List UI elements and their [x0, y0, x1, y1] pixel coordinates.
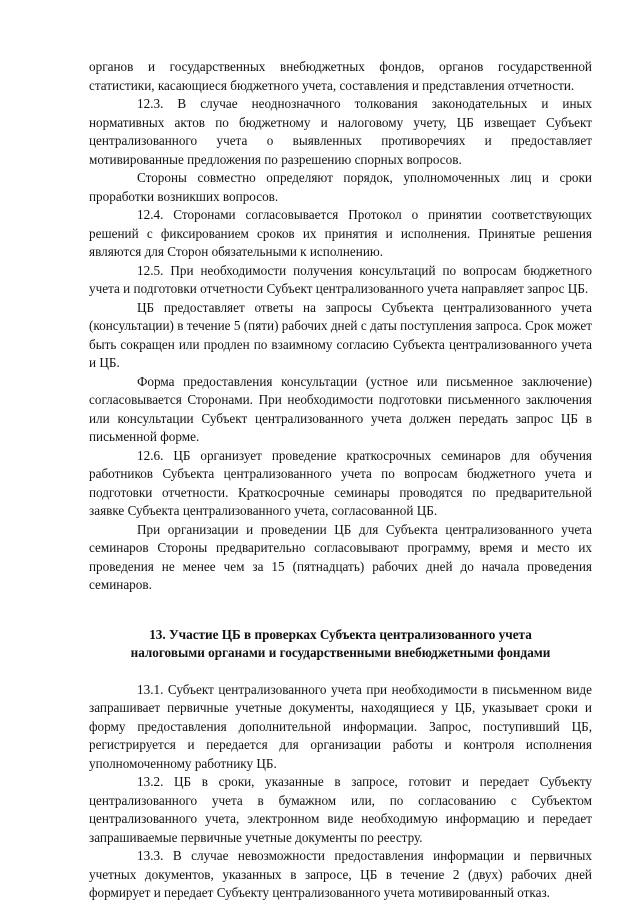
paragraph-12-3-parties: Стороны совместно определяют порядок, уполномоченных лиц и сроки проработки возникших вопросов.	[89, 170, 592, 204]
section-13-heading	[89, 626, 592, 663]
paragraph-12-6-seminars: При организации и проведении ЦБ для Субъекта централизованного учета семинаров Стороны предварительно согласовывают программу, время и место их проведения не менее чем за 15 (пятнадцать) рабочих дней до начала проведения семинаров.	[89, 521, 592, 592]
paragraph-12-5-form: Форма предоставления консультации (устное или письменное заключение) согласовывается Сторонами. При необходимости подготовки письменного заключения или консультации Субъект централизованного учета должен передать запрос ЦБ в письменной форме.	[89, 373, 592, 444]
section-13-heading-line2: налоговыми органами и государственными внебюджетными фондами	[130, 645, 551, 660]
paragraph-13-2: 13.2. ЦБ в сроки, указанные в запросе, готовит и передает Субъекту централизованного учета в бумажном или, по согласованию с Субъектом централизованного учета, электронном виде необходимую информацию и передает запрашиваемые первичные учетные документы по реестру.	[89, 774, 592, 845]
paragraph-12-4: 12.4. Сторонами согласовывается Протокол о принятии соответствующих решений с фиксированием сроков их принятия и исполнения. Принятые решения являются для Сторон обязательными к исполнению.	[89, 207, 592, 259]
paragraph-12-6: 12.6. ЦБ организует проведение краткосрочных семинаров для обучения работников Субъекта централизованного учета по вопросам бюджетного учета и подготовки отчетности. Краткосрочные семинары проводятся по предварительной заявке Субъекта централизованного учета, согласованной ЦБ.	[89, 447, 592, 518]
section-13-heading-line1: 13. Участие ЦБ в проверках Субъекта централизованного учета	[149, 626, 532, 642]
paragraph-12-5: 12.5. При необходимости получения консультаций по вопросам бюджетного учета и подготовки отчетности Субъект централизованного учета направляет запрос ЦБ.	[89, 262, 592, 296]
paragraph-continuation: органов и государственных внебюджетных фондов, органов государственной статистики, касающиеся бюджетного учета, составления и представления отчетности.	[89, 59, 592, 93]
paragraph-13-1: 13.1. Субъект централизованного учета при необходимости в письменном виде запрашивает первичные учетные документы, находящиеся у ЦБ, указывает сроки и форму предоставления дополнительной информации. Запрос, поступивший ЦБ, регистрируется и передается для организации работы и контроля исполнения уполномоченному работнику ЦБ.	[89, 681, 592, 771]
paragraph-13-3: 13.3. В случае невозможности предоставления информации и первичных учетных документов, указанных в запросе, ЦБ в течение 2 (двух) рабочих дней формирует и передает Субъекту централизованного учета мотивированный отказ.	[89, 848, 592, 900]
paragraph-12-3: 12.3. В случае неоднозначного толкования законодательных и иных нормативных актов по бюджетному и налоговому учету, ЦБ извещает Субъект централизованного учета о выявленных противоречиях и предоставляет мотивированные предложения по разрешению спорных вопросов.	[89, 96, 592, 167]
document-page	[89, 58, 592, 903]
paragraph-12-5-answers: ЦБ предоставляет ответы на запросы Субъекта централизованного учета (консультации) в течение 5 (пяти) рабочих дней с даты поступления запроса. Срок может быть сокращен или продлен по взаимному согласию Субъекта централизованного учета и ЦБ.	[89, 299, 592, 370]
